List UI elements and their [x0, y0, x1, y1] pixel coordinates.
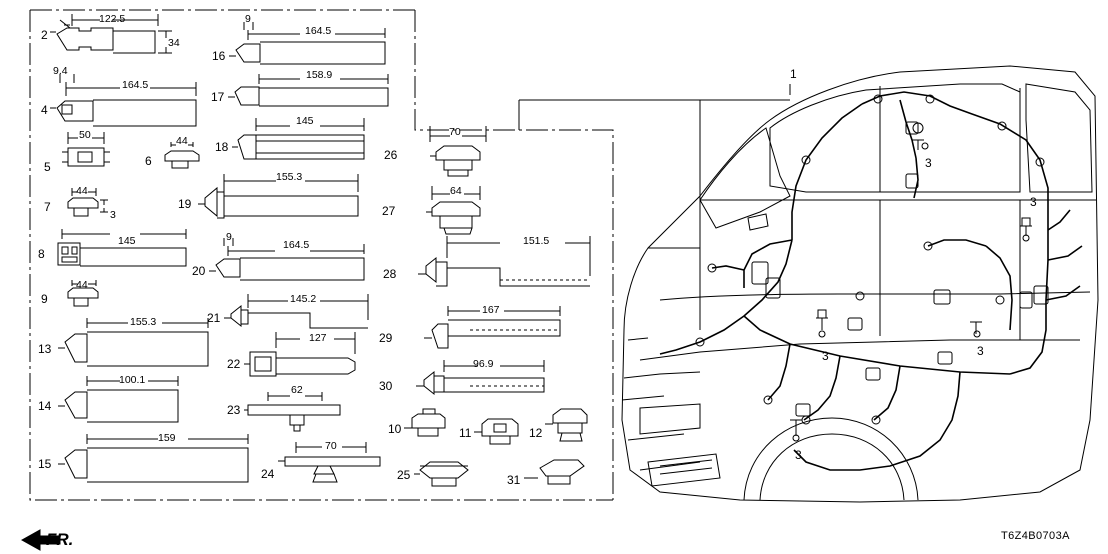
callout-3: 3 [925, 156, 932, 170]
front-direction-label: FR. [46, 530, 74, 549]
callout-3: 3 [795, 448, 802, 462]
callout-12: 12 [529, 426, 543, 440]
callout-31: 31 [507, 473, 521, 487]
callout-18: 18 [215, 140, 229, 154]
callout-23: 23 [227, 403, 241, 417]
dimension-label: 164.5 [122, 79, 149, 91]
callout-28: 28 [383, 267, 397, 281]
callout-19: 19 [178, 197, 192, 211]
callout-1: 1 [790, 67, 797, 81]
dimension-label: 145.2 [290, 293, 317, 305]
callout-9: 9 [41, 292, 48, 306]
callout-26: 26 [384, 148, 398, 162]
dimension-label: 164.5 [283, 239, 310, 251]
callout-21: 21 [207, 311, 221, 325]
callout-10: 10 [388, 422, 402, 436]
dimension-label: 50 [79, 129, 91, 141]
callout-22: 22 [227, 357, 241, 371]
callout-20: 20 [192, 264, 206, 278]
dimension-label: 164.5 [305, 25, 332, 37]
callout-3: 3 [977, 344, 984, 358]
callout-3: 3 [822, 349, 829, 363]
dimension-label: 145 [296, 115, 314, 127]
dimension-label: 64 [450, 185, 462, 197]
dimension-label: 158.9 [306, 69, 333, 81]
dimension-label: 96.9 [473, 358, 494, 370]
callout-15: 15 [38, 457, 52, 471]
dimension-label: 127 [309, 332, 327, 344]
callout-16: 16 [212, 49, 226, 63]
dimension-label: 9.4 [53, 65, 68, 77]
dimension-label: 44 [76, 185, 88, 197]
callout-14: 14 [38, 399, 52, 413]
dimension-label: 145 [118, 235, 136, 247]
dimension-label: 159 [158, 432, 176, 444]
dimension-label: 100.1 [119, 374, 146, 386]
dimension-label: 3 [110, 209, 116, 221]
dimension-label: 62 [291, 384, 303, 396]
callout-11: 11 [459, 426, 472, 440]
drawing-number: T6Z4B0703A [1001, 530, 1070, 542]
callout-8: 8 [38, 247, 45, 261]
dimension-label: 70 [325, 440, 337, 452]
dimension-label: 151.5 [523, 235, 550, 247]
callout-13: 13 [38, 342, 52, 356]
dimension-label: 70 [449, 126, 461, 138]
callout-30: 30 [379, 379, 393, 393]
dimension-label: 44 [176, 135, 188, 147]
dimension-label: 9 [245, 13, 251, 25]
dimension-label: 34 [168, 37, 180, 49]
callout-4: 4 [41, 103, 48, 117]
dimension-label: 44 [76, 279, 88, 291]
callout-17: 17 [211, 90, 225, 104]
callout-3: 3 [1030, 195, 1037, 209]
callout-27: 27 [382, 204, 396, 218]
dimension-label: 122.5 [99, 13, 126, 25]
callout-25: 25 [397, 468, 411, 482]
callout-6: 6 [145, 154, 152, 168]
dimension-label: 155.3 [130, 316, 157, 328]
callout-29: 29 [379, 331, 393, 345]
dimension-label: 167 [482, 304, 500, 316]
callout-7: 7 [44, 200, 51, 214]
callout-24: 24 [261, 467, 275, 481]
dimension-label: 9 [226, 231, 232, 243]
dimension-label: 155.3 [276, 171, 303, 183]
callout-2: 2 [41, 28, 48, 42]
callout-5: 5 [44, 160, 51, 174]
